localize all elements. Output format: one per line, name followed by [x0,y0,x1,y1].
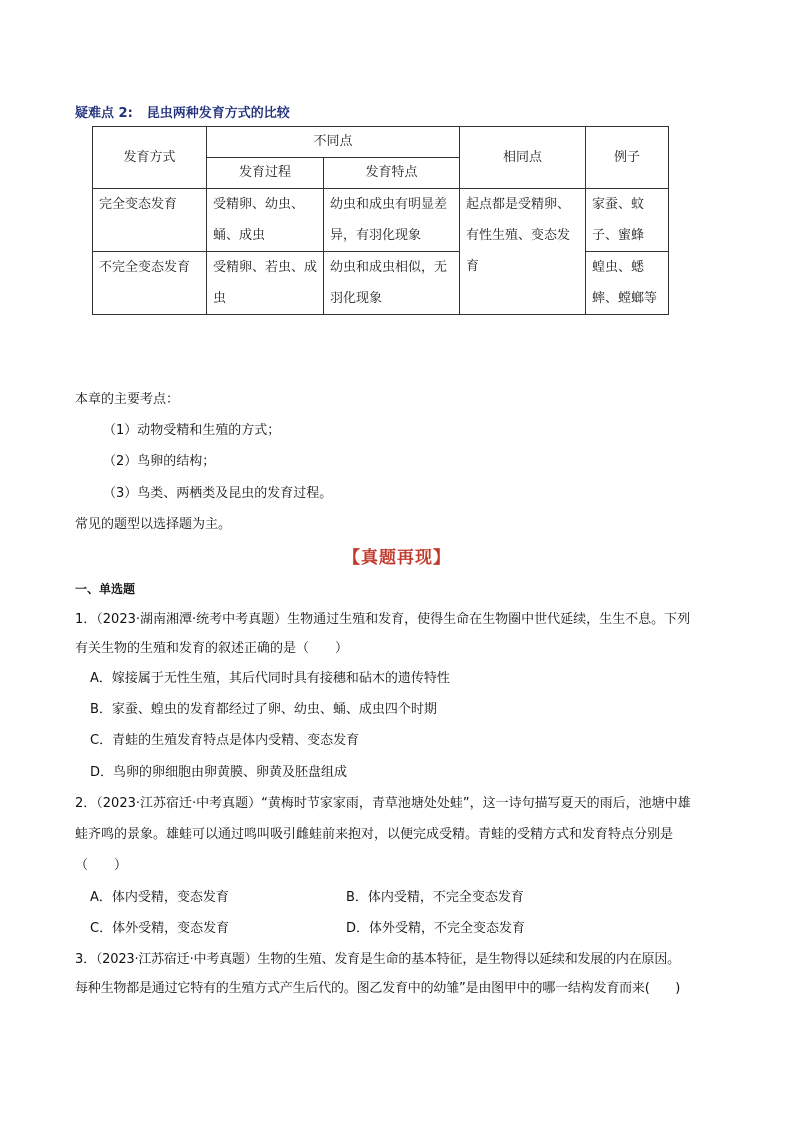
subheader-process: 发育过程 [207,158,324,189]
exam-points-note: 常见的题型以选择题为主。 [75,517,232,532]
row-example: 蝗虫、蟋蟀、螳螂等 [586,252,669,315]
exam-point-item: （3）鸟类、两栖类及昆虫的发育过程。 [103,486,333,501]
question-2-line-1: 2．（2023·江苏宿迁·中考真题）“黄梅时节家家雨，青草池塘处处蛙”，这一诗句描写夏天的雨后，池塘中雄 [75,796,691,811]
question-3-line-2: 每种生物都是通过它特有的生殖方式产生后代的。图乙发育中的幼雏”是由图甲中的哪一结构发育而来( ) [75,981,681,996]
subheader-feature: 发育特点 [324,158,460,189]
question-2-option-d[interactable]: D．体外受精，不完全变态发育 [346,921,526,936]
row-process: 受精卵、幼虫、蛹、成虫 [207,189,324,252]
part-heading: 一、单选题 [75,582,136,596]
question-2-option-b[interactable]: B．体内受精，不完全变态发育 [346,890,524,905]
difficulty-label: 疑难点 2: [75,106,133,121]
row-process: 受精卵、若虫、成虫 [207,252,324,315]
comparison-table [92,126,669,315]
question-2-line-3: （ ） [75,858,128,873]
row-type: 完全变态发育 [93,189,207,252]
section-title: 【真题再现】 [343,548,451,568]
row-common: 起点都是受精卵、有性生殖、变态发育 [460,189,586,315]
row-feature: 幼虫和成虫有明显差异，有羽化现象 [324,189,460,252]
question-3-line-1: 3．（2023·江苏宿迁·中考真题）生物的生殖、发育是生命的基本特征，是生物得以延续和发展的内在原因。 [75,952,680,967]
question-1-line-2: 有关生物的生殖和发育的叙述正确的是（ ） [75,641,349,656]
header-differences: 不同点 [207,127,460,158]
header-development-type: 发育方式 [93,127,207,189]
table-header-row [93,127,669,158]
question-1-option-d[interactable]: D．鸟卵的卵细胞由卵黄膜、卵黄及胚盘组成 [90,765,348,780]
difficulty-heading [75,102,290,121]
exam-points-intro: 本章的主要考点： [75,392,180,407]
question-1-line-1: 1．（2023·湖南湘潭·统考中考真题）生物通过生殖和发育，使得生命在生物圈中世代延续，生生不息。下列 [75,612,691,627]
question-1-option-c[interactable]: C．青蛙的生殖发育特点是体内受精、变态发育 [90,733,360,748]
question-2-line-2: 蛙齐鸣的景象。雄蛙可以通过鸣叫吸引雌蛙前来抱对，以便完成受精。青蛙的受精方式和发育特点分别是 [75,827,674,842]
question-2-option-c[interactable]: C．体外受精，变态发育 [90,921,230,936]
exam-point-item: （2）鸟卵的结构； [103,454,216,469]
difficulty-title: 昆虫两种发育方式的比较 [146,106,290,121]
question-2-option-a[interactable]: A．体内受精，变态发育 [90,890,229,905]
question-1-option-b[interactable]: B．家蚕、蝗虫的发育都经过了卵、幼虫、蛹、成虫四个时期 [90,702,437,717]
row-feature: 幼虫和成虫相似，无羽化现象 [324,252,460,315]
row-type: 不完全变态发育 [93,252,207,315]
header-similarities: 相同点 [460,127,586,189]
header-examples: 例子 [586,127,669,189]
exam-point-item: （1）动物受精和生殖的方式； [103,423,281,438]
row-example: 家蚕、蚊子、蜜蜂 [586,189,669,252]
question-1-option-a[interactable]: A．嫁接属于无性生殖，其后代同时具有接穗和砧木的遗传特性 [90,671,450,686]
table-row [93,189,669,252]
